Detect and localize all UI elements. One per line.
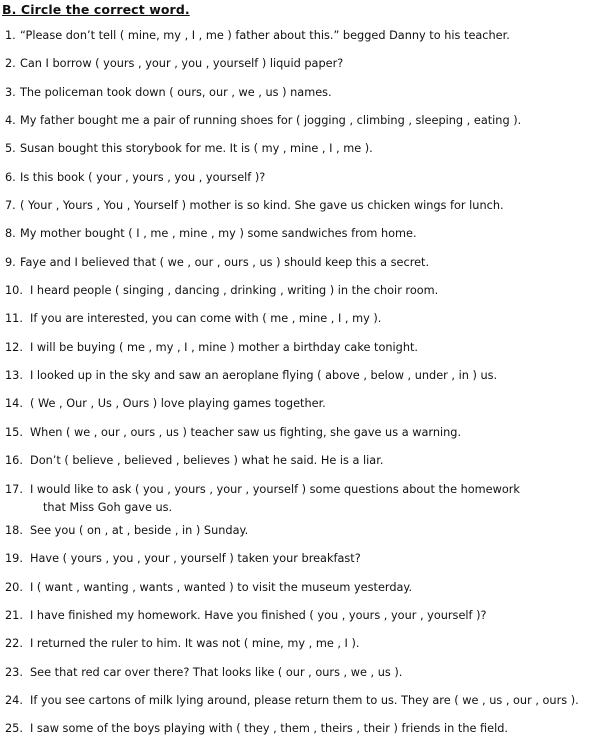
question-item <box>0 425 600 453</box>
question-number: 18. <box>5 524 23 537</box>
question-item <box>0 482 600 524</box>
question-number: 25. <box>5 722 23 736</box>
question-number: 16. <box>5 454 23 468</box>
question-item <box>0 170 600 198</box>
question-text: I returned the ruler to him. It was not ( mine, my , me , I ). <box>30 637 360 651</box>
question-item <box>0 665 600 693</box>
question-item <box>0 340 600 368</box>
question-item <box>0 226 600 254</box>
question-text: Faye and I believed that ( we , our , ours , us ) should keep this a secret. <box>20 255 430 269</box>
question-item <box>0 636 600 664</box>
question-item <box>0 85 600 113</box>
question-text: When ( we , our , ours , us ) teacher saw us fighting, she gave us a warning. <box>30 425 462 439</box>
question-text: I would like to ask ( you , yours , your , yourself ) some questions about the homework <box>30 482 520 496</box>
question-number: 14. <box>5 397 23 411</box>
question-item <box>0 255 600 283</box>
question-item <box>0 523 600 551</box>
question-text: I will be buying ( me , my , I , mine ) mother a birthday cake tonight. <box>30 340 419 354</box>
question-item <box>0 198 600 226</box>
question-item <box>0 28 600 56</box>
question-item <box>0 113 600 141</box>
question-number: 21. <box>5 609 23 623</box>
question-number: 23. <box>5 665 23 679</box>
question-number: 4. <box>5 114 16 128</box>
question-number: 8. <box>5 227 16 241</box>
question-item <box>0 56 600 84</box>
question-number: 17. <box>5 482 23 496</box>
question-item <box>0 693 600 721</box>
question-text: I saw some of the boys playing with ( they , them , theirs , their ) friends in the field. <box>30 722 509 736</box>
question-text: I looked up in the sky and saw an aeroplane flying ( above , below , under , in ) us. <box>30 369 498 383</box>
question-number: 13. <box>5 369 23 383</box>
question-number: 20. <box>5 580 23 594</box>
question-text: If you are interested, you can come with ( me , mine , I , my ). <box>30 312 382 326</box>
question-text: Susan bought this storybook for me. It is ( my , mine , I , me ). <box>20 142 373 156</box>
question-text: ( Your , Yours , You , Yourself ) mother is so kind. She gave us chicken wings for lunch. <box>20 199 504 213</box>
question-number: 11. <box>5 312 23 326</box>
question-item <box>0 311 600 339</box>
question-item <box>0 396 600 424</box>
question-item <box>0 580 600 608</box>
question-text: I have finished my homework. Have you finished ( you , yours , your , yourself )? <box>30 609 487 623</box>
question-item <box>0 608 600 636</box>
question-text: My father bought me a pair of running shoes for ( jogging , climbing , sleeping , eating ). <box>20 114 522 128</box>
question-text: See that red car over there? That looks like ( our , ours , we , us ). <box>30 665 403 679</box>
question-number: 6. <box>5 170 16 184</box>
question-text: Have ( yours , you , your , yourself ) taken your breakfast? <box>30 552 361 566</box>
question-text: The policeman took down ( ours, our , we , us ) names. <box>20 85 332 99</box>
question-text: ( We , Our , Us , Ours ) love playing games together. <box>30 397 326 411</box>
question-number: 19. <box>5 552 23 566</box>
question-text: See you ( on , at , beside , in ) Sunday. <box>30 524 249 537</box>
question-number: 9. <box>5 255 16 269</box>
question-number: 5. <box>5 142 16 156</box>
question-text: Is this book ( your , yours , you , yourself )? <box>20 170 266 184</box>
question-text: Can I borrow ( yours , your , you , yourself ) liquid paper? <box>20 57 344 71</box>
question-item <box>0 721 600 749</box>
question-number: 10. <box>5 284 23 298</box>
question-number: 24. <box>5 694 23 708</box>
question-text: Don’t ( believe , believed , believes ) what he said. He is a liar. <box>30 454 384 468</box>
question-number: 15. <box>5 425 23 439</box>
question-number: 2. <box>5 57 16 71</box>
section-heading: B. Circle the correct word. <box>2 2 190 17</box>
question-item <box>0 141 600 169</box>
question-number: 22. <box>5 637 23 651</box>
question-text: If you see cartons of milk lying around, please return them to us. They are ( we , us , our , ours ). <box>30 694 579 708</box>
question-text: “Please don’t tell ( mine, my , I , me ) father about this.” begged Danny to his teacher. <box>20 29 510 42</box>
question-number: 3. <box>5 85 16 99</box>
question-item <box>0 368 600 396</box>
question-text: I ( want , wanting , wants , wanted ) to visit the museum yesterday. <box>30 580 413 594</box>
question-item <box>0 283 600 311</box>
question-text: I heard people ( singing , dancing , drinking , writing ) in the choir room. <box>30 284 439 298</box>
question-number: 1. <box>5 29 16 42</box>
question-item <box>0 453 600 481</box>
question-text: My mother bought ( I , me , mine , my ) some sandwiches from home. <box>20 227 417 241</box>
question-number: 7. <box>5 199 16 213</box>
question-text-continuation: that Miss Goh gave us. <box>43 500 173 514</box>
question-number: 12. <box>5 340 23 354</box>
question-item <box>0 551 600 579</box>
question-list <box>0 28 600 750</box>
